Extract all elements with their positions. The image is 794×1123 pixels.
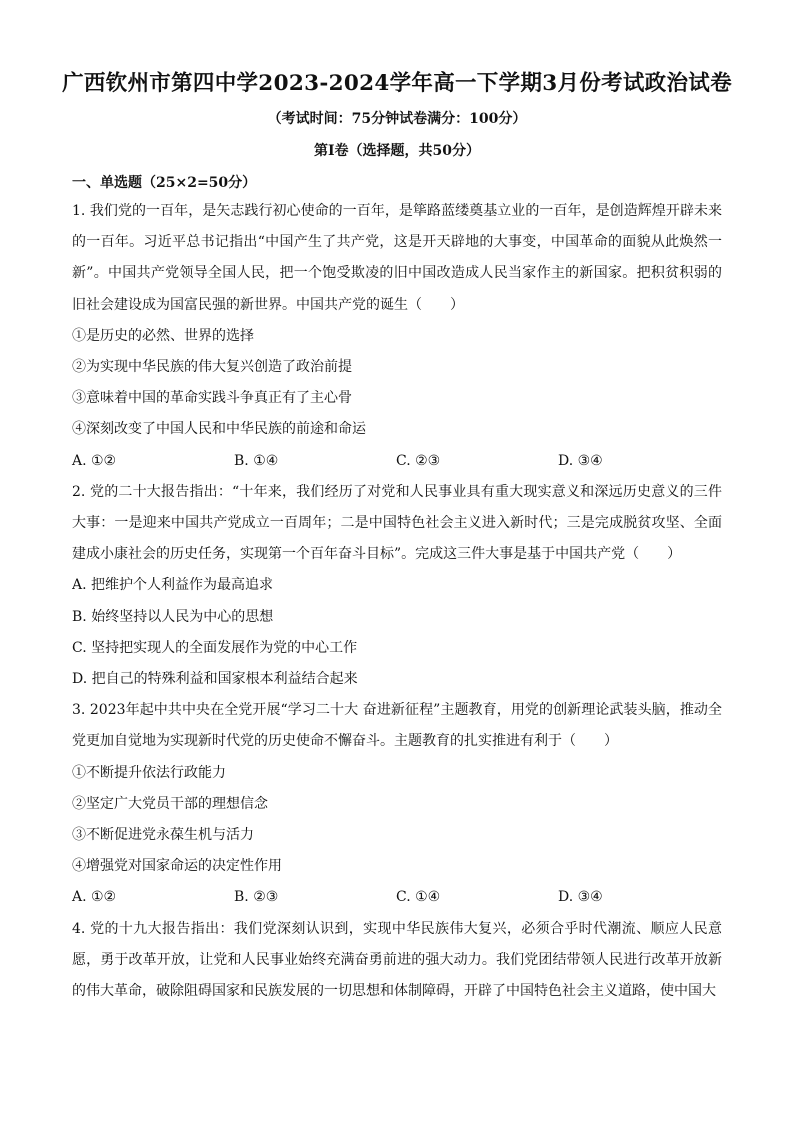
question-1-stem: 1. 我们党的一百年，是矢志践行初心使命的一百年，是筚路蓝缕奠基立业的一百年，是创造辉煌开辟未来的一百年。习近平总书记指出“中国产生了共产党，这是开天辟地的大事变，中国革命的面貌从此焕然一新”。中国共产党领导全国人民，把一个饱受欺凌的旧中国改造成人民当家作主的新国家。把积贫积弱的旧社会建设成为国富民强的新世界。中国共产党的诞生（ ） (72, 203, 722, 313)
question-list (72, 196, 722, 1007)
question-3-statement-3: ③不断促进党永葆生机与活力 (72, 827, 254, 844)
exam-title: 广西钦州市第四中学2023-2024学年高一下学期3月份考试政治试卷 (62, 71, 732, 96)
question-1-option-a: A. ①② (72, 452, 117, 469)
question-2-stem: 2. 党的二十大报告指出：“十年来，我们经历了对党和人民事业具有重大现实意义和深远历史意义的三件大事：一是迎来中国共产党成立一百周年；二是中国特色社会主义进入新时代；三是完成脱贫攻坚、全面建成小康社会的历史任务，实现第一个百年奋斗目标”。完成这三件大事是基于中国共产党（ ） (72, 483, 722, 563)
question-3-option-c: C. ①④ (396, 889, 441, 906)
question-3-statement-2: ②坚定广大党员干部的理想信念 (72, 795, 268, 812)
question-2-option-d: D. 把自己的特殊利益和国家根本利益结合起来 (72, 671, 358, 688)
question-3-statement-1: ①不断提升依法行政能力 (72, 764, 226, 781)
question-1-option-c: C. ②③ (396, 452, 441, 469)
question-1-statement-4: ④深刻改变了中国人民和中华民族的前途和命运 (72, 421, 366, 438)
question-3-option-b: B. ②③ (234, 889, 279, 906)
question-3-stem: 3. 2023年起中共中央在全党开展“学习二十大 奋进新征程”主题教育，用党的创新理论武装头脑，推动全党更加自觉地为实现新时代党的历史使命不懈奋斗。主题教育的扎实推进有利于（ ） (72, 702, 722, 750)
question-3-options (72, 882, 722, 913)
question-1-statement-3: ③意味着中国的革命实践斗争真正有了主心骨 (72, 390, 352, 407)
section-title: 一、单选题（25×2=50分） (72, 175, 257, 191)
question-1-statement-2: ②为实现中华民族的伟大复兴创造了政治前提 (72, 359, 352, 376)
question-1-option-d: D. ③④ (558, 452, 603, 469)
question-4-stem: 4. 党的十九大报告指出：我们党深刻认识到，实现中华民族伟大复兴，必须合乎时代潮流、顺应人民意愿，勇于改革开放，让党和人民事业始终充满奋勇前进的强大动力。我们党团结带领人民进行改革开放新的伟大革命，破除阻碍国家和民族发展的一切思想和体制障碍，开辟了中国特色社会主义道路，使中国大 (72, 920, 722, 1000)
question-2-option-b: B. 始终坚持以人民为中心的思想 (72, 608, 274, 625)
question-1-options (72, 446, 722, 477)
question-3-option-a: A. ①② (72, 889, 117, 906)
question-2-option-a: A. 把维护个人利益作为最高追求 (72, 577, 274, 594)
question-2-option-c: C. 坚持把实现人的全面发展作为党的中心工作 (72, 639, 358, 656)
question-3-statement-4: ④增强党对国家命运的决定性作用 (72, 858, 282, 875)
exam-info: （考试时间：75分钟试卷满分：100分） (267, 111, 527, 127)
question-1-option-b: B. ①④ (234, 452, 279, 469)
question-3-option-d: D. ③④ (558, 889, 603, 906)
question-1-statement-1: ①是历史的必然、世界的选择 (72, 327, 254, 344)
part-title: 第Ⅰ卷（选择题，共50分） (313, 143, 481, 159)
